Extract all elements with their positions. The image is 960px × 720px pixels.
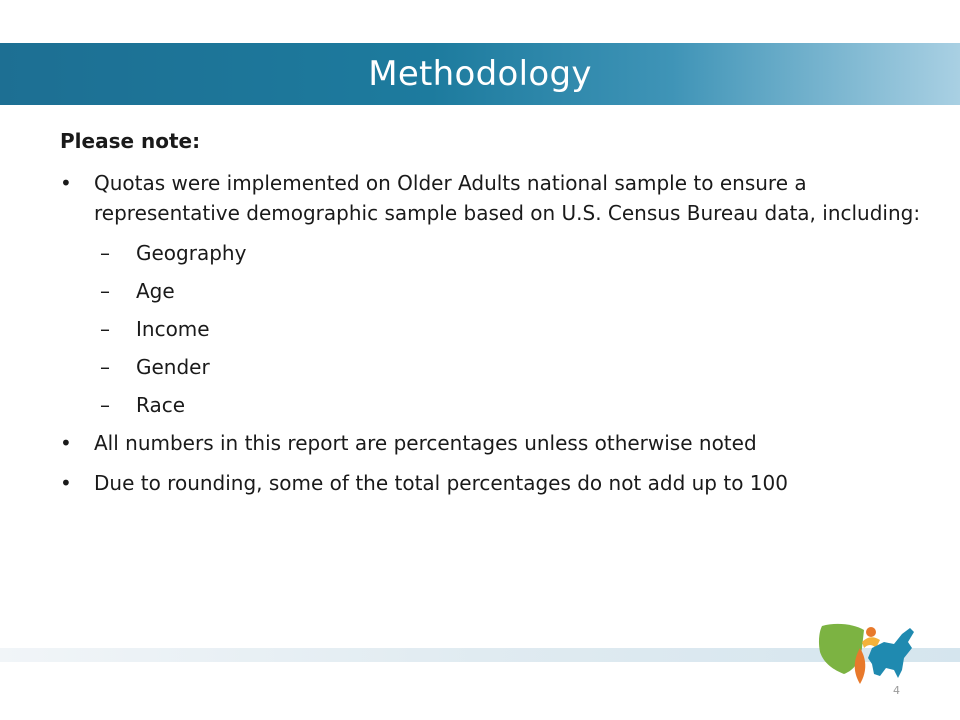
sub-item-text: Geography: [136, 241, 247, 265]
sub-item-text: Age: [136, 279, 175, 303]
us-map-logo-icon: [814, 618, 920, 690]
logo-blue-shape: [868, 628, 914, 678]
dash-marker: –: [100, 241, 110, 265]
bullet-text: Quotas were implemented on Older Adults national sample to ensure a representative demographic sample based on U.S. Census Bureau data, including:: [94, 171, 921, 225]
bullet-marker: •: [60, 171, 72, 195]
bullet-text: All numbers in this report are percentages unless otherwise noted: [94, 431, 757, 455]
bullet-marker: •: [60, 471, 72, 495]
sub-item: [60, 238, 940, 268]
sub-item: [60, 390, 940, 420]
page-number: 4: [893, 684, 900, 697]
sub-item-text: Gender: [136, 355, 210, 379]
dash-marker: –: [100, 355, 110, 379]
sub-item: [60, 314, 940, 344]
sub-item-text: Race: [136, 393, 186, 417]
sub-item: [60, 352, 940, 382]
slide-content: [60, 126, 940, 508]
dash-marker: –: [100, 317, 110, 341]
logo-figure-head: [866, 627, 876, 637]
bullet-item: [60, 468, 940, 498]
bullet-item: [60, 428, 940, 458]
bullet-marker: •: [60, 431, 72, 455]
bullet-item: [60, 168, 940, 228]
sub-item: [60, 276, 940, 306]
dash-marker: –: [100, 393, 110, 417]
sub-item-text: Income: [136, 317, 210, 341]
note-heading: Please note:: [60, 129, 201, 153]
slide-title: Methodology: [368, 54, 592, 94]
dash-marker: –: [100, 279, 110, 303]
bullet-text: Due to rounding, some of the total percentages do not add up to 100: [94, 471, 788, 495]
